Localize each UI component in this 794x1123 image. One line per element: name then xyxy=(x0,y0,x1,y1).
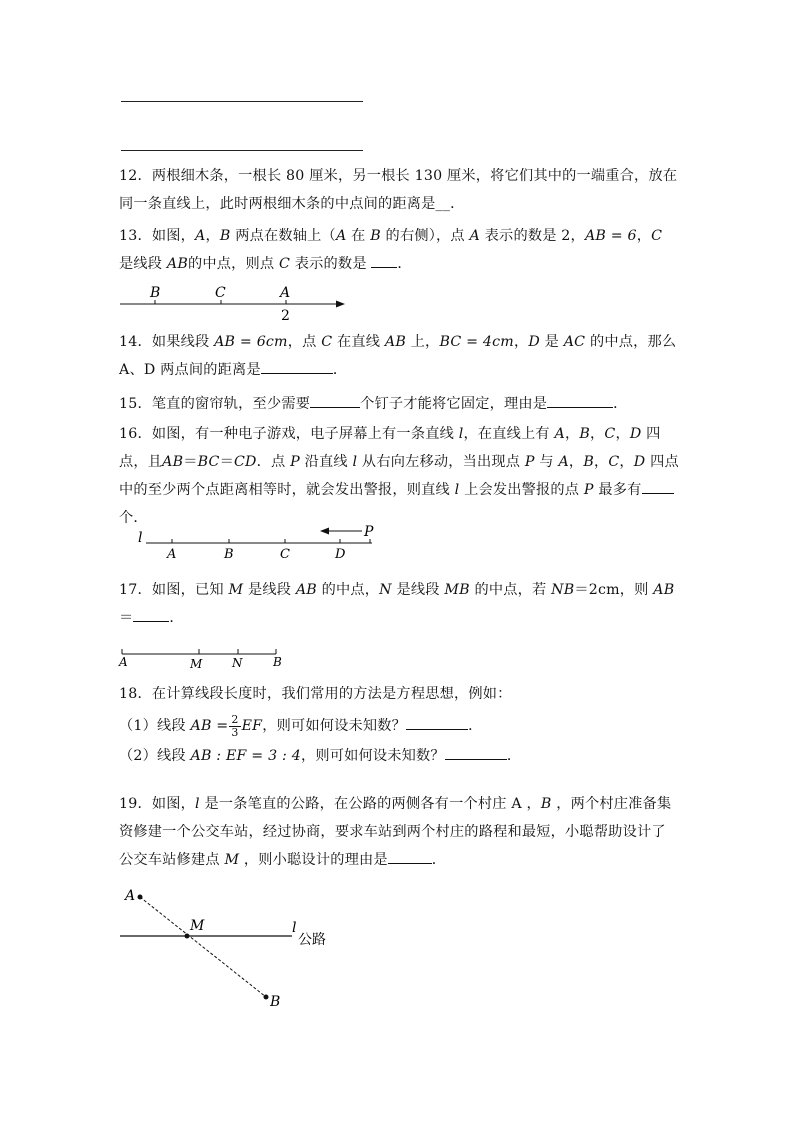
q13-var: B xyxy=(370,228,381,244)
q18-intro: 18．在计算线段长度时，我们常用的方法是方程思想，例如： xyxy=(119,686,512,702)
q14-formula: BC = 4cm xyxy=(439,334,514,350)
label-a: A xyxy=(125,888,136,904)
q18-var: EF xyxy=(241,718,263,734)
q13-text: 表示的数是 xyxy=(290,256,372,272)
q16-var: BC xyxy=(197,454,220,470)
q19-text: 是一条笔直的公路，在公路的两侧各有一个村庄 A ， xyxy=(199,796,541,812)
q17-var: AB xyxy=(653,582,675,598)
q18-answer-blank-1[interactable] xyxy=(406,715,468,730)
q17-answer-blank[interactable] xyxy=(133,607,169,622)
q14-text: ， xyxy=(513,334,529,350)
q15-text: ． xyxy=(613,396,628,412)
point-a xyxy=(138,895,143,900)
q12-text: 12．两根细木条，一根长 80 厘米，另一根长 130 厘米，将它们其中的一端重合，放在同一条直线上，此时两根细木条的中点间的距离是__． xyxy=(119,168,678,212)
q13-text: ， xyxy=(636,228,652,244)
q18-text: ． xyxy=(468,718,483,734)
label-road: 公路 xyxy=(298,932,326,948)
q19-var: B xyxy=(540,796,552,812)
path-a-to-b xyxy=(140,897,266,997)
q16-text: ， xyxy=(589,426,605,442)
q19-var: l xyxy=(195,796,200,812)
q14-formula: AB = 6cm xyxy=(214,334,288,350)
q13-text: ， xyxy=(205,228,220,244)
q16-var: C xyxy=(604,426,616,442)
q17-text: ＝ xyxy=(119,610,134,626)
question-15 xyxy=(119,390,679,418)
q19-text: ，则小聪设计的理由是 xyxy=(239,852,388,868)
q16-var: D xyxy=(629,426,642,442)
q16-text: 上会发出警报的点 xyxy=(459,482,584,498)
label-c: C xyxy=(280,547,290,562)
q17-text: ． xyxy=(169,610,184,626)
q16-var: B xyxy=(583,454,594,470)
q13-var: B xyxy=(219,228,231,244)
label-a: A xyxy=(119,655,128,669)
q18-text: （1）线段 xyxy=(119,718,191,734)
q18-text: ，则可如何设未知数？ xyxy=(300,748,445,764)
q17-text: 17．如图，已知 xyxy=(119,582,229,598)
label-a: A xyxy=(280,285,291,301)
q14-text: ，点 xyxy=(287,334,322,350)
q17-var: NB xyxy=(551,582,575,598)
q16-var: A xyxy=(554,426,565,442)
fraction-denominator: 3 xyxy=(231,725,239,739)
q14-text: 的中点，那么 A、D 两点间的距离是 xyxy=(119,334,677,378)
q17-text: 的中点，若 xyxy=(469,582,552,598)
q16-var: A xyxy=(558,454,569,470)
label-n: N xyxy=(232,656,243,670)
q16-text: ， xyxy=(619,454,634,470)
question-14 xyxy=(119,328,679,384)
q13-formula: AB = 6 xyxy=(584,228,637,244)
q14-answer-blank[interactable] xyxy=(261,359,333,374)
q16-text: ，在直线上有 xyxy=(463,426,555,442)
q16-var: P xyxy=(583,482,594,498)
label-m: M xyxy=(190,657,203,671)
label-a: A xyxy=(167,547,177,562)
q16-var: AB xyxy=(162,454,184,470)
q17-text: 是线段 xyxy=(243,582,296,598)
q13-text: 的中点，则点 xyxy=(187,256,279,272)
q18-text: ． xyxy=(506,748,522,764)
q14-text: 14．如果线段 xyxy=(119,334,215,350)
q16-text: 四点，且 xyxy=(119,426,661,470)
q13-var: A xyxy=(335,228,347,244)
q13-var: C xyxy=(651,228,663,244)
q16-text: ， xyxy=(564,426,580,442)
q14-text: 上， xyxy=(405,334,440,350)
q17-segment-figure xyxy=(116,646,291,672)
q17-text: 的中点， xyxy=(316,582,380,598)
q14-var: AB xyxy=(384,334,406,350)
q16-text: 沿直线 xyxy=(299,454,353,470)
arrow-head xyxy=(336,301,345,308)
q16-var: P xyxy=(524,454,535,470)
q16-text: ．点 xyxy=(256,454,291,470)
label-p: P xyxy=(364,524,374,540)
q14-var: D xyxy=(528,334,540,350)
point-b xyxy=(264,995,269,1000)
q13-answer-blank[interactable] xyxy=(371,253,397,268)
q19-road-figure xyxy=(116,882,346,1012)
q16-var: C xyxy=(608,454,620,470)
q14-text: ． xyxy=(332,362,348,378)
question-16 xyxy=(119,420,679,532)
label-m: M xyxy=(190,918,205,934)
q14-var: C xyxy=(321,334,333,350)
q16-text: ＝ xyxy=(183,454,198,470)
q17-var: AB xyxy=(295,582,317,598)
q16-text: 从右向左移动，当出现点 xyxy=(357,454,525,470)
q16-text: 四点中的至少两个点距离相等时，就会发出警报，则直线 xyxy=(119,454,679,498)
q16-text: ， xyxy=(615,426,630,442)
arrow-head xyxy=(320,528,329,535)
q16-text: ＝ xyxy=(219,454,234,470)
q16-var: l xyxy=(454,482,460,498)
q14-text: 是 xyxy=(539,334,564,350)
answer-line-1 xyxy=(121,101,363,102)
q18-text: ，则可如何设未知数？ xyxy=(262,718,407,734)
q13-text: 13．如图， xyxy=(119,228,196,244)
label-b: B xyxy=(150,285,161,301)
q16-text: 最多有 xyxy=(593,482,642,498)
q13-var: A xyxy=(195,228,206,244)
q15-text: 个钉子才能将它固定，理由是 xyxy=(360,396,548,412)
label-l: l xyxy=(138,530,143,546)
q17-var: MB xyxy=(444,582,470,598)
q13-text: 两点在数轴上（ xyxy=(230,228,336,244)
q17-var: N xyxy=(379,582,392,598)
q14-text: 在直线 xyxy=(332,334,385,350)
label-b: B xyxy=(273,655,282,669)
question-13 xyxy=(119,222,679,278)
fraction-numerator: 2 xyxy=(231,712,239,726)
q16-text: ， xyxy=(568,454,584,470)
question-12 xyxy=(119,162,679,218)
q18-formula: AB : EF = 3 : 4 xyxy=(190,748,301,764)
question-18 xyxy=(119,680,679,770)
q18-part-2 xyxy=(119,742,679,770)
q15-answer-blank-1[interactable] xyxy=(310,393,360,408)
q16-text: 与 xyxy=(534,454,559,470)
q18-formula: AB = xyxy=(190,718,229,734)
q18-answer-blank-2[interactable] xyxy=(445,745,507,760)
q18-fraction xyxy=(229,714,240,739)
q16-var: D xyxy=(633,454,646,470)
label-l: l xyxy=(292,920,297,936)
q16-text: ， xyxy=(593,454,609,470)
q16-var: l xyxy=(352,454,358,470)
q13-var: C xyxy=(279,256,291,272)
q18-text: （2）线段 xyxy=(119,748,191,764)
label-value-2: 2 xyxy=(281,308,290,323)
question-19 xyxy=(119,790,679,874)
q13-text: 是线段 xyxy=(119,256,167,272)
label-c: C xyxy=(215,285,226,301)
q13-number-line-figure xyxy=(115,283,355,323)
q17-var: M xyxy=(228,582,244,598)
label-b: B xyxy=(224,547,234,562)
q15-answer-blank-2[interactable] xyxy=(547,393,613,408)
q17-text: 是线段 xyxy=(391,582,445,598)
answer-line-2 xyxy=(121,150,363,151)
q18-part-1 xyxy=(119,712,679,740)
q19-answer-blank[interactable] xyxy=(388,849,432,864)
q16-text: 16．如图，有一种电子游戏，电子屏幕上有一条直线 xyxy=(119,426,459,442)
q13-text: 表示的数是 2， xyxy=(479,228,585,244)
q15-text: 15．笔直的窗帘轨，至少需要 xyxy=(119,396,311,412)
q16-var: B xyxy=(579,426,590,442)
q16-text: 个． xyxy=(119,510,148,526)
q16-answer-blank[interactable] xyxy=(642,479,674,494)
q16-line-figure xyxy=(132,520,382,564)
q19-var: M xyxy=(224,852,240,868)
q19-text: 19．如图， xyxy=(119,796,196,812)
q16-var: l xyxy=(458,426,464,442)
question-17 xyxy=(119,576,679,632)
q13-var: AB xyxy=(166,256,188,272)
point-m xyxy=(185,934,190,939)
label-d: D xyxy=(335,547,346,562)
q16-var: P xyxy=(290,454,300,470)
q13-var: A xyxy=(469,228,480,244)
q13-text: ． xyxy=(397,256,412,272)
q16-var: CD xyxy=(233,454,257,470)
label-b: B xyxy=(270,994,281,1010)
q13-text: 在 xyxy=(346,228,371,244)
q19-text: ，两个村庄准备集资修建一个公交车站，经过协商，要求车站到两个村庄的路程和最短，小聪帮助设计了公交车站修建点 xyxy=(119,796,672,868)
q13-text: 的右侧），点 xyxy=(380,228,470,244)
q19-text: ． xyxy=(431,852,447,868)
q17-text: ＝2cm，则 xyxy=(574,582,654,598)
q14-var: AC xyxy=(563,334,586,350)
